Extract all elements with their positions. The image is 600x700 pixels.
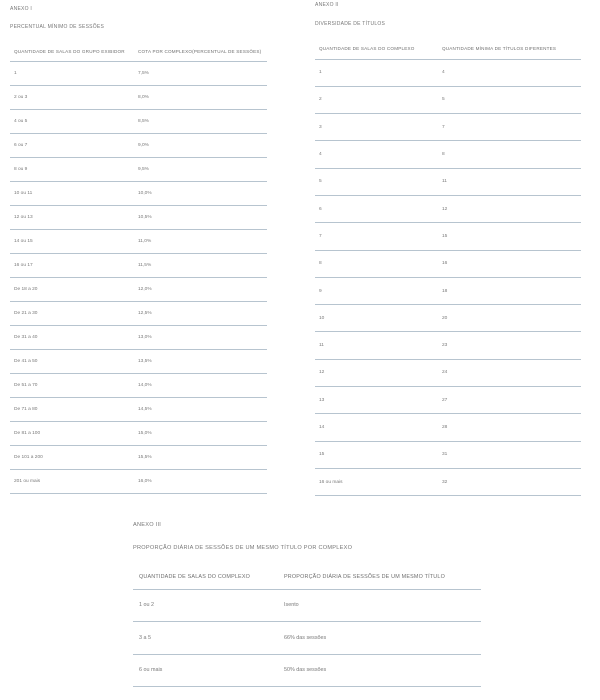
annex-1-cell-value: 12,5% <box>138 310 152 316</box>
annex-1-cell-rooms: 12 ou 13 <box>14 214 33 220</box>
annex-2-cell-value: 27 <box>442 397 448 403</box>
annex-1-cell-rooms: De 18 a 20 <box>14 286 38 292</box>
annex-1-subtitle: PERCENTUAL MÍNIMO DE SESSÕES <box>10 24 105 30</box>
annex-1-cell-value: 15,0% <box>138 430 152 436</box>
annex-2-cell-rooms: 13 <box>319 397 325 403</box>
annex-2-body <box>315 59 581 496</box>
annex-2-cell-value: 15 <box>442 233 448 239</box>
annex-1-cell-rooms: De 101 a 200 <box>14 454 43 460</box>
annex-2-row <box>315 59 581 86</box>
annex-1-row <box>10 373 267 397</box>
annex-1-row <box>10 469 267 493</box>
annex-2-row <box>315 441 581 468</box>
annex-3-cell-value: 50% das sessões <box>284 667 327 674</box>
annex-2-cell-rooms: 11 <box>319 343 324 349</box>
annex-2-cell-value: 5 <box>442 97 445 103</box>
annex-2-cell-value: 16 <box>442 261 448 267</box>
annex-1-cell-value: 8,0% <box>138 94 149 100</box>
annex-2-row <box>315 86 581 113</box>
annex-2-row <box>315 414 581 441</box>
annex-1-table <box>10 42 267 494</box>
annex-1-cell-value: 7,5% <box>138 70 149 76</box>
annex-2-cell-value: 11 <box>442 179 447 185</box>
annex-2-row <box>315 223 581 250</box>
annex-2-subtitle: DIVERSIDADE DE TÍTULOS <box>315 21 386 27</box>
annex-1-row <box>10 421 267 445</box>
annex-3-cell-value: 66% das sessões <box>284 634 327 641</box>
annex-1-cell-rooms: 14 ou 15 <box>14 238 33 244</box>
annex-1-row <box>10 301 267 325</box>
annex-1-row <box>10 61 267 85</box>
annex-2-cell-rooms: 9 <box>319 288 322 294</box>
annex-1-row <box>10 349 267 373</box>
annex-3-row <box>133 622 481 655</box>
annex-3-header-proportion: PROPORÇÃO DIÁRIA DE SESSÕES DE UM MESMO TÍTULO <box>284 573 445 580</box>
annex-1-row <box>10 277 267 301</box>
annex-1-cell-value: 16,0% <box>138 478 152 484</box>
annex-2-cell-rooms: 6 <box>319 206 322 212</box>
annex-2-row <box>315 141 581 168</box>
annex-2-row <box>315 468 581 495</box>
annex-1-cell-value: 13,0% <box>138 334 152 340</box>
annex-2-cell-rooms: 2 <box>319 97 322 103</box>
annex-1-cell-rooms: 10 ou 11 <box>14 190 33 196</box>
annex-1-cell-rooms: 201 ou mais <box>14 478 41 484</box>
annex-3-subtitle: PROPORÇÃO DIÁRIA DE SESSÕES DE UM MESMO TÍTULO POR COMPLEXO <box>133 545 353 551</box>
annex-1-row <box>10 325 267 349</box>
annex-2-row <box>315 277 581 304</box>
annex-1-cell-value: 10,5% <box>138 214 152 220</box>
annex-2-cell-rooms: 15 <box>319 452 325 458</box>
annex-2-header-row <box>315 39 581 59</box>
annex-2-cell-value: 4 <box>442 70 445 76</box>
annex-2-cell-value: 18 <box>442 288 448 294</box>
annex-1-cell-rooms: De 31 a 40 <box>14 334 38 340</box>
annex-2-cell-rooms: 4 <box>319 152 322 158</box>
annex-2-row <box>315 168 581 195</box>
annex-1-cell-rooms: De 21 a 30 <box>14 310 38 316</box>
annex-2-row <box>315 114 581 141</box>
annex-3-table <box>133 565 481 687</box>
annex-2-cell-rooms: 1 <box>319 70 322 76</box>
annex-1-cell-value: 14,0% <box>138 382 152 388</box>
annex-2-cell-rooms: 8 <box>319 261 322 267</box>
annex-3-row <box>133 654 481 687</box>
annex-1-cell-value: 11,0% <box>138 238 152 244</box>
annex-2-cell-value: 12 <box>442 206 448 212</box>
annex-2-row <box>315 195 581 222</box>
annex-3-cell-rooms: 3 a 5 <box>139 634 151 641</box>
annex-2-cell-value: 20 <box>442 315 448 321</box>
annex-3 <box>133 522 481 687</box>
annex-3-row <box>133 589 481 622</box>
annex-2-cell-value: 28 <box>442 425 448 430</box>
annex-1-row <box>10 181 267 205</box>
annex-1-cell-rooms: De 81 a 100 <box>14 430 41 436</box>
annex-2-cell-rooms: 3 <box>319 124 322 130</box>
annex-2-cell-rooms: 16 ou mais <box>319 479 343 485</box>
annex-2 <box>315 2 581 496</box>
annex-1-cell-value: 8,5% <box>138 118 149 124</box>
annex-2-table <box>315 39 581 496</box>
annex-1-cell-value: 15,5% <box>138 454 152 460</box>
annex-1-cell-rooms: 6 ou 7 <box>14 142 28 148</box>
annex-3-body <box>133 589 481 687</box>
annex-1-row <box>10 85 267 109</box>
annex-2-cell-rooms: 12 <box>319 370 325 376</box>
annex-1-row <box>10 109 267 133</box>
annex-1-cell-rooms: 4 ou 5 <box>14 118 28 124</box>
annex-1-cell-rooms: De 41 a 50 <box>14 358 38 364</box>
annex-1-cell-value: 10,0% <box>138 190 152 196</box>
annex-1-row <box>10 253 267 277</box>
annex-3-cell-rooms: 6 ou mais <box>139 667 163 674</box>
annex-2-row <box>315 332 581 359</box>
annex-1-header-quota: COTA POR COMPLEXO(PERCENTUAL DE SESSÕES) <box>138 48 262 54</box>
annex-1-header-rooms: QUANTIDADE DE SALAS DO GRUPO EXIBIDOR <box>14 48 125 54</box>
annex-1-cell-rooms: De 71 a 80 <box>14 406 38 412</box>
annex-2-cell-value: 23 <box>442 343 448 349</box>
annex-2-row <box>315 305 581 332</box>
annex-1-row <box>10 205 267 229</box>
annex-1-cell-rooms: 16 ou 17 <box>14 262 33 268</box>
annex-2-cell-value: 24 <box>442 370 448 376</box>
annex-2-cell-rooms: 10 <box>319 315 325 321</box>
annex-2-cell-value: 7 <box>442 124 445 130</box>
annex-1-cell-rooms: 8 ou 9 <box>14 166 28 172</box>
annex-2-header-titles: QUANTIDADE MÍNIMA DE TÍTULOS DIFERENTES <box>442 46 557 52</box>
annex-1-row <box>10 397 267 421</box>
annex-1-cell-value: 9,5% <box>138 166 149 172</box>
annex-1-cell-rooms: 2 ou 3 <box>14 94 28 100</box>
annex-3-header-row <box>133 565 481 589</box>
annex-1-title: ANEXO I <box>10 6 33 12</box>
annex-2-cell-value: 8 <box>442 152 445 158</box>
annex-2-cell-value: 32 <box>442 479 448 485</box>
annex-1-cell-value: 14,5% <box>138 406 152 412</box>
annex-2-cell-rooms: 7 <box>319 233 322 239</box>
annex-3-title: ANEXO III <box>133 522 162 528</box>
annex-1-row <box>10 157 267 181</box>
annex-2-header-rooms: QUANTIDADE DE SALAS DO COMPLEXO <box>319 46 415 52</box>
annex-1-header-row <box>10 42 267 61</box>
annex-2-cell-rooms: 14 <box>319 425 325 430</box>
annex-1-row <box>10 133 267 157</box>
annex-1-cell-value: 9,0% <box>138 142 149 148</box>
annex-1-cell-value: 12,0% <box>138 286 152 292</box>
annex-3-header-rooms: QUANTIDADE DE SALAS DO COMPLEXO <box>139 573 251 580</box>
annex-1-cell-rooms: De 51 a 70 <box>14 382 38 388</box>
annex-1-cell-value: 13,5% <box>138 358 152 364</box>
annex-3-cell-value: Isento <box>284 602 299 609</box>
annex-1-cell-rooms: 1 <box>14 70 17 76</box>
annex-2-title: ANEXO II <box>315 2 339 8</box>
annex-1-row <box>10 445 267 469</box>
annex-1-row <box>10 229 267 253</box>
annex-2-row <box>315 250 581 277</box>
annex-1 <box>10 6 267 494</box>
annex-2-row <box>315 387 581 414</box>
annex-2-cell-rooms: 5 <box>319 179 322 185</box>
annex-3-cell-rooms: 1 ou 2 <box>139 602 154 609</box>
annex-1-body <box>10 61 267 493</box>
annex-1-cell-value: 11,5% <box>138 262 152 268</box>
annex-2-row <box>315 359 581 386</box>
annex-2-cell-value: 31 <box>442 452 448 458</box>
